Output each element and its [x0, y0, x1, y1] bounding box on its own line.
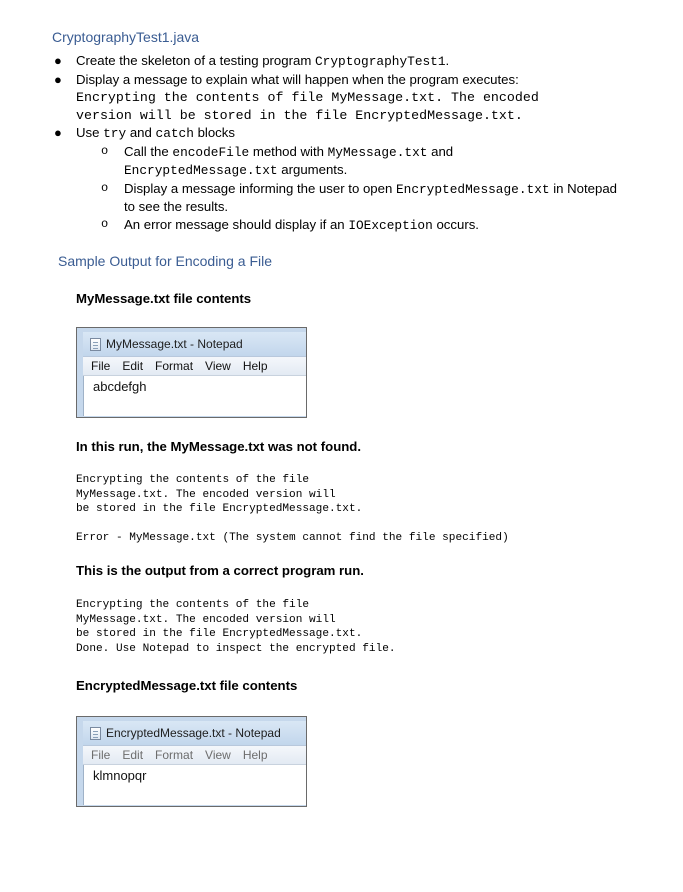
- notepad-titlebar: MyMessage.txt - Notepad: [83, 332, 306, 356]
- menu-format[interactable]: Format: [155, 748, 194, 762]
- menu-edit[interactable]: Edit: [122, 359, 144, 373]
- notepad-window-mymessage: [76, 327, 307, 418]
- not-found-label: In this run, the MyMessage.txt was not found.: [76, 439, 362, 454]
- bullet-icon: ●: [54, 71, 62, 87]
- menu-view[interactable]: View: [205, 359, 231, 373]
- circle-bullet-icon: o: [101, 216, 109, 231]
- menu-file[interactable]: File: [91, 748, 111, 762]
- notepad-text-area[interactable]: klmnopqr: [83, 765, 306, 805]
- notepad-menubar: [83, 356, 306, 376]
- menu-help[interactable]: Help: [242, 359, 268, 373]
- requirements-list: [52, 52, 672, 234]
- message-line: Encrypting the contents of file MyMessage.txt. The encoded: [76, 90, 539, 105]
- correct-run-label: This is the output from a correct program run.: [76, 563, 364, 578]
- circle-bullet-icon: o: [101, 180, 109, 195]
- message-line: version will be stored in the file EncryptedMessage.txt.: [76, 108, 523, 123]
- notepad-icon: [90, 727, 101, 740]
- menu-view[interactable]: View: [205, 748, 231, 762]
- error-output: Encrypting the contents of the file MyMessage.txt. The encoded version will be stored in the file EncryptedMessage.txt. Error - MyMessage.txt (The system cannot find the file specified): [76, 474, 509, 545]
- sub-list-item: o Display a message informing the user to open EncryptedMessage.txt in Notepad to see the results.: [101, 180, 618, 214]
- notepad-window-encrypted: [76, 716, 307, 807]
- mymessage-label: MyMessage.txt file contents: [76, 291, 252, 306]
- menu-help[interactable]: Help: [242, 748, 268, 762]
- list-item: ● Create the skeleton of a testing program CryptographyTest1.: [54, 53, 450, 69]
- notepad-text-area[interactable]: abcdefgh: [83, 376, 306, 416]
- success-output: Encrypting the contents of the file MyMessage.txt. The encoded version will be stored in the file EncryptedMessage.txt. Done. Use Notepad to inspect the encrypted file.: [76, 599, 396, 655]
- bullet-icon: ●: [54, 53, 62, 68]
- menu-edit[interactable]: Edit: [122, 748, 144, 762]
- list-item: ● Display a message to explain what will happen when the program executes: Encrypting the contents of file MyMessage.txt. The encoded version will be stored in the file EncryptedMessage.txt.: [54, 71, 539, 123]
- sub-list-item: o Call the encodeFile method with MyMessage.txt and EncryptedMessage.txt arguments.: [101, 143, 454, 178]
- notepad-menubar: [83, 745, 306, 765]
- section-title: Sample Output for Encoding a File: [58, 253, 273, 269]
- sub-list-item: o An error message should display if an IOException occurs.: [101, 216, 479, 233]
- encrypted-label: EncryptedMessage.txt file contents: [76, 678, 298, 693]
- menu-file[interactable]: File: [91, 359, 111, 373]
- list-item: ● Use try and catch blocks: [54, 125, 235, 141]
- menu-format[interactable]: Format: [155, 359, 194, 373]
- page-title: CryptographyTest1.java: [52, 29, 200, 45]
- bullet-icon: ●: [54, 125, 62, 140]
- circle-bullet-icon: o: [101, 143, 109, 158]
- notepad-titlebar: EncryptedMessage.txt - Notepad: [83, 721, 306, 745]
- notepad-icon: [90, 338, 101, 351]
